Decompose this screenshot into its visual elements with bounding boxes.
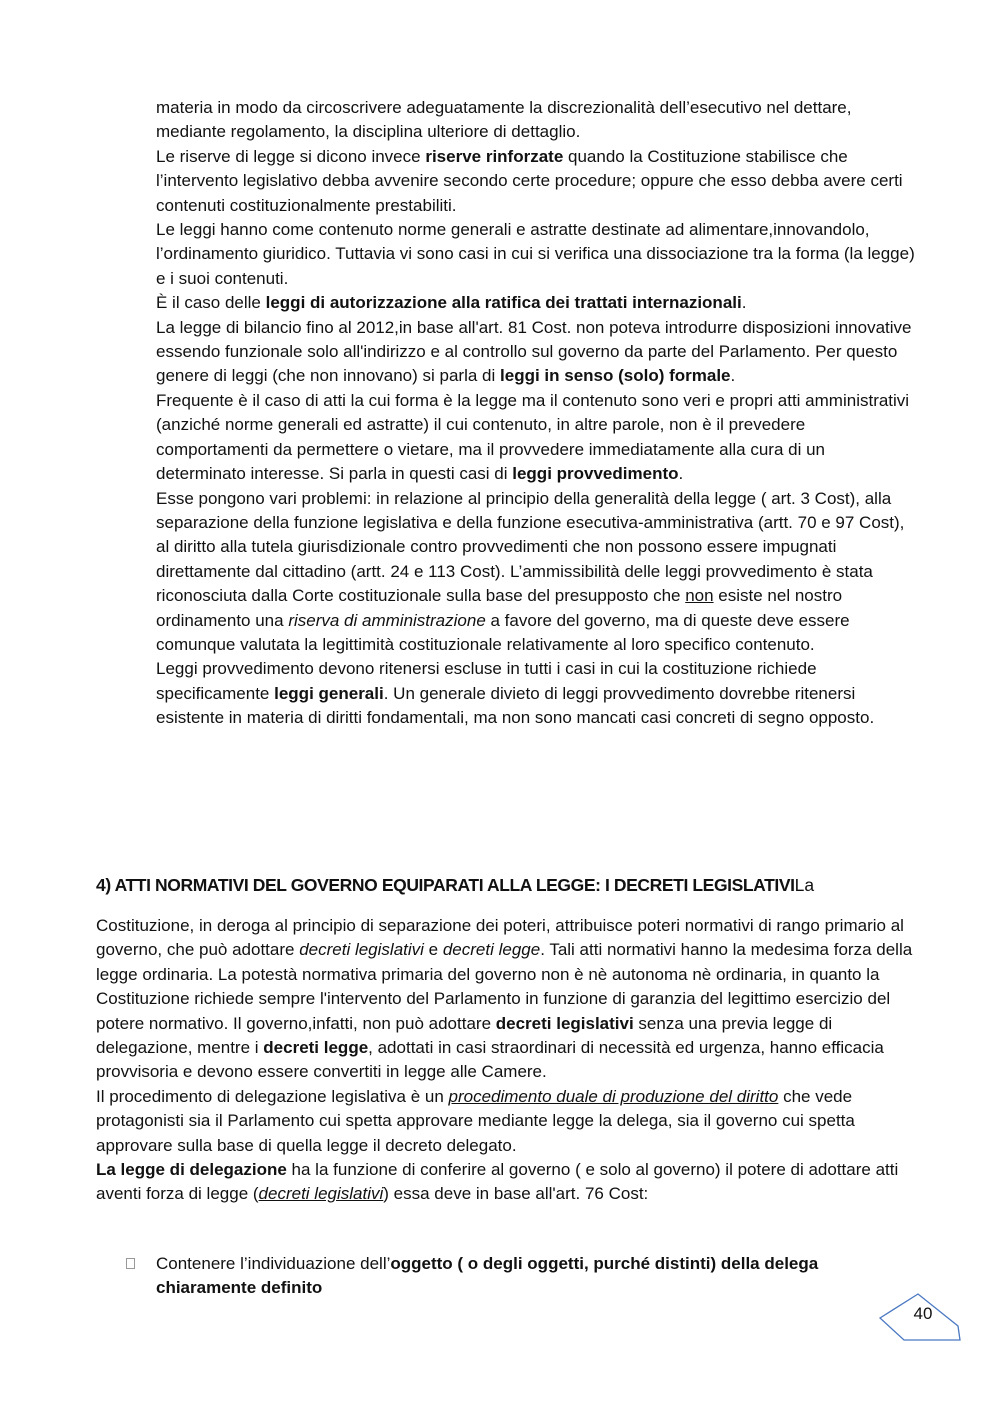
text-run: .	[741, 293, 747, 313]
bold-term: leggi di autorizzazione alla ratifica dei trattati internazionali	[265, 293, 742, 313]
bold-term: leggi in senso (solo) formale	[500, 366, 731, 386]
section-heading-tail: La	[794, 875, 815, 895]
text-run: Esse pongono vari problemi: in relazione al principio della generalità della legge ( art. 3 Cost), alla separazione della funzione legislativa e della funzione esecutiva-amministrativa (artt. 70 e 97 Cost), al diritto alla tutela giurisdizionale contro provvedimenti che non possono essere impugnati direttamente dal cittadino (artt. 24 e 113 Cost). L’ammissibilità delle leggi provvedimento è stata riconosciuta dalla Corte costituzionale sulla base del presupposto che	[156, 488, 905, 606]
italic-underlined-term: decreti legislativi	[258, 1184, 384, 1204]
paragraph	[156, 218, 916, 291]
text-run: esiste nel nostro ordinamento una	[156, 586, 843, 630]
italic-term: decreti legge	[442, 940, 541, 960]
text-run: .	[730, 366, 736, 386]
list-item	[126, 1252, 886, 1301]
text-run: Il procedimento di delegazione legislativa è un	[96, 1086, 449, 1106]
paragraph	[96, 1158, 916, 1207]
paragraph	[156, 657, 916, 730]
bold-term: La legge di delegazione	[96, 1160, 287, 1180]
text-run: Contenere l’individuazione dell’	[156, 1254, 391, 1273]
paragraph	[156, 96, 916, 145]
text-run: a favore del governo, ma di queste deve essere comunque valutata la legittimità costituzionale relativamente al loro specifico contenuto.	[156, 610, 850, 654]
checkbox-bullet-icon	[126, 1258, 135, 1269]
text-run: materia in modo da circoscrivere adeguatamente la discrezionalità dell’esecutivo nel dettare, mediante regolamento, la disciplina ulteriore di dettaglio.	[156, 98, 852, 142]
bullet-list	[126, 1252, 886, 1301]
section-heading-text: 4) ATTI NORMATIVI DEL GOVERNO EQUIPARATI ALLA LEGGE: I DECRETI LEGISLATIVI	[96, 875, 795, 895]
text-run: Costituzione, in deroga al principio di separazione dei poteri, attribuisce poteri normativi di rango primario al governo, che può adottare	[96, 916, 904, 960]
bold-term: riserve rinforzate	[425, 146, 564, 166]
paragraph	[156, 291, 916, 315]
paragraph	[96, 1085, 916, 1158]
text-run: quando la Costituzione stabilisce che l’intervento legislativo debba avvenire secondo certe procedure; oppure che esso debba avere certi contenuti costituzionalmente prestabiliti.	[156, 146, 903, 215]
section-heading	[96, 873, 956, 897]
text-run: Le riserve di legge si dicono invece	[156, 146, 426, 166]
paragraph	[156, 316, 916, 389]
upper-text-block	[156, 96, 916, 731]
text-run: È il caso delle	[156, 293, 266, 313]
text-run: Le leggi hanno come contenuto norme generali e astratte destinate ad alimentare,innovandolo, l’ordinamento giuridico. Tuttavia vi sono casi in cui si verifica una dissociazione tra la forma (la legge) e i suoi contenuti.	[156, 220, 915, 288]
text-run: , adottati in casi straordinari di necessità ed urgenza, hanno efficacia provvisoria e devono essere convertiti in legge alle Camere.	[96, 1038, 884, 1082]
text-run: Leggi provvedimento devono ritenersi escluse in tutti i casi in cui la costituzione richiede specificamente	[156, 659, 817, 703]
page-number: 40	[913, 1304, 933, 1323]
text-run: senza una previa legge di delegazione, mentre i	[96, 1013, 833, 1058]
text-run: Frequente è il caso di atti la cui forma è la legge ma il contenuto sono veri e propri atti amministrativi (anziché norme generali ed astratte) il cui contenuto, in altre parole, non è il prevedere comportamenti da permettere o vietare, ma il provvedere immediatamente alla cura di un determinato interesse. Si parla in questi casi di	[156, 390, 910, 484]
paragraph	[156, 487, 916, 658]
text-run: e	[423, 940, 443, 960]
paragraph	[156, 389, 916, 487]
text-run: .	[678, 464, 684, 484]
text-run: ) essa deve in base all'art. 76 Cost:	[383, 1184, 649, 1204]
bold-term: decreti legge	[263, 1038, 369, 1058]
paragraph	[96, 914, 916, 1085]
section-body	[96, 914, 916, 1207]
bold-term: decreti legislativi	[495, 1013, 634, 1033]
text-run: . Un generale divieto di leggi provvedimento dovrebbe ritenersi esistente in materia di diritti fondamentali, ma non sono mancati casi concreti di segno opposto.	[156, 683, 875, 728]
text-run: che vede protagonisti sia il Parlamento cui spetta approvare mediante legge la delega, sia il governo cui spetta approvare sulla base di quella legge il decreto delegato.	[96, 1086, 855, 1155]
bold-term: oggetto ( o degli oggetti, purché distinti) della delega chiaramente definito	[156, 1254, 819, 1298]
bold-term: leggi generali	[274, 683, 384, 703]
text-run: . Tali atti normativi hanno la medesima forza della legge ordinaria. La potestà normativa primaria del governo non è nè autonoma nè ordinaria, in quanto la Costituzione richiede sempre l'intervento del Parlamento in funzione di garanzia del legittimo esercizio del potere normativo. Il governo,infatti, non può adottare	[96, 940, 913, 1033]
underlined-term: non	[685, 586, 714, 606]
italic-underlined-term: procedimento duale di produzione del diritto	[448, 1086, 779, 1106]
text-run: La legge di bilancio fino al 2012,in base all'art. 81 Cost. non poteva introdurre disposizioni innovative essendo funzionale solo all'indirizzo e al controllo sul governo da parte del Parlamento. Per questo genere di leggi (che non innovano) si parla di	[156, 317, 912, 386]
italic-term: decreti legislativi	[299, 940, 424, 960]
text-run: ha la funzione di conferire al governo ( e solo al governo) il potere di adottare atti aventi forza di legge (	[96, 1160, 899, 1204]
italic-term: riserva di amministrazione	[288, 610, 486, 630]
paragraph	[156, 145, 916, 218]
bold-term: leggi provvedimento	[512, 464, 679, 484]
